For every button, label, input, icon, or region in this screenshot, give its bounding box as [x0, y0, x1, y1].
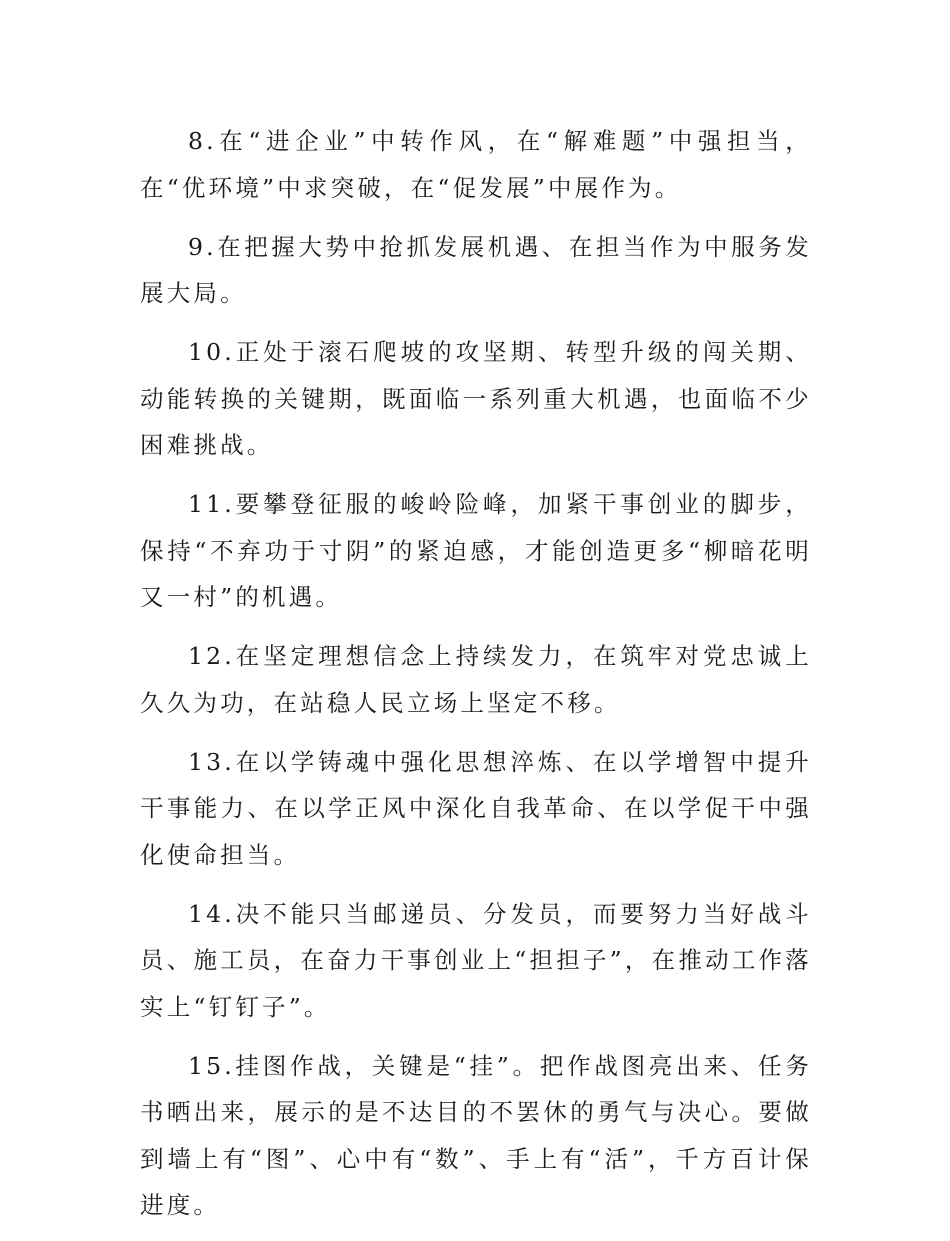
paragraph-14: 14.决不能只当邮递员、分发员，而要努力当好战斗员、施工员，在奋力干事创业上“担担子”，在推动工作落实上“钉钉子”。	[140, 899, 812, 1021]
document-body	[140, 118, 812, 1241]
paragraph-11: 11.要攀登征服的峻岭险峰，加紧干事创业的脚步，保持“不弃功于寸阴”的紧迫感，才能创造更多“柳暗花明又一村”的机遇。	[140, 490, 812, 611]
paragraph-13: 13.在以学铸魂中强化思想淬炼、在以学增智中提升干事能力、在以学正风中深化自我革命、在以学促干中强化使命担当。	[140, 747, 812, 869]
paragraph-8: 8.在“进企业”中转作风，在“解难题”中强担当，在“优环境”中求突破，在“促发展”中展作为。	[140, 127, 812, 202]
paragraph-15: 15.挂图作战，关键是“挂”。把作战图亮出来、任务书晒出来，展示的是不达目的不罢休的勇气与决心。要做到墙上有“图”、心中有“数”、手上有“活”，千方百计保进度。	[140, 1051, 812, 1219]
paragraph-12: 12.在坚定理想信念上持续发力，在筑牢对党忠诚上久久为功，在站稳人民立场上坚定不移。	[140, 642, 812, 717]
paragraph-9: 9.在把握大势中抢抓发展机遇、在担当作为中服务发展大局。	[140, 232, 812, 307]
paragraph-10: 10.正处于滚石爬坡的攻坚期、转型升级的闯关期、动能转换的关键期，既面临一系列重大机遇，也面临不少困难挑战。	[140, 338, 812, 459]
